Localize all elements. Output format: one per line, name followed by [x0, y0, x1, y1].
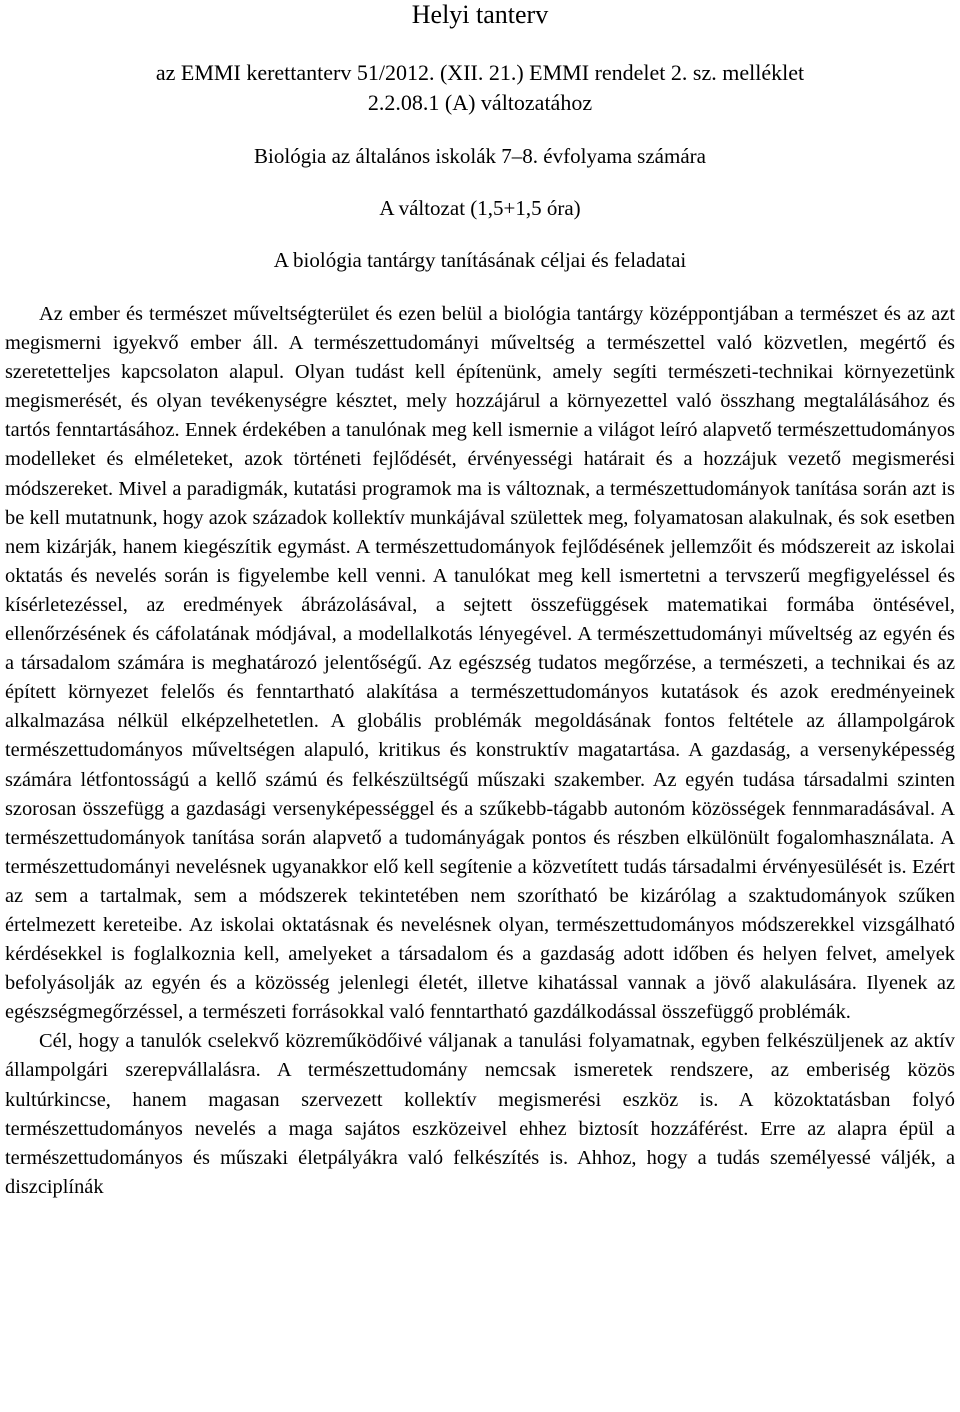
document-subtitle-line2: 2.2.08.1 (A) változatához	[367, 90, 593, 115]
document-title: Helyi tanterv	[411, 0, 549, 29]
subject-line: Biológia az általános iskolák 7–8. évfolyama számára	[254, 144, 706, 168]
variant-line: A változat (1,5+1,5 óra)	[379, 196, 581, 220]
document-subtitle-line1: az EMMI kerettanterv 51/2012. (XII. 21.) EMMI rendelet 2. sz. melléklet	[155, 60, 805, 85]
document-page	[5, 0, 955, 1202]
section-heading: A biológia tantárgy tanításának céljai és feladatai	[273, 248, 687, 272]
body-paragraph: Az ember és természet műveltségterület és ezen belül a biológia tantárgy középpontjában a természet és az azt megismerni igyekvő ember áll. A természettudományi műveltség a természettel való közvetlen, megértő és szeretetteljes kapcsolaton alapul. Olyan tudást kell építenünk, amely segíti természeti-technikai környezetünk megismerését, és olyan tevékenységre késztet, mely hozzájárul a környezettel való összhang megtalálásához és tartós fenntartásához. Ennek érdekében a tanulónak meg kell ismernie a világot leíró alapvető természettudományos modelleket és elméleteket, azok történeti fejlődését, érvényességi határait és a hozzájuk vezető megismerési módszereket. Mivel a paradigmák, kutatási programok ma is változnak, a természettudományok tanítása során azt is be kell mutatnunk, hogy azok századok kollektív munkájával születtek meg, folyamatosan alakulnak, és sok esetben nem kizárják, hanem kiegészítik egymást. A természettudományok fejlődésének jellemzőit és módszereit az iskolai oktatás és nevelés során is figyelembe kell venni. A tanulókat meg kell ismertetni a tervszerű megfigyeléssel és kísérletezéssel, az eredmények ábrázolásával, a sejtett összefüggések matematikai formába öntésével, ellenőrzésének és cáfolatának módjával, a modellalkotás lényegével. A természettudományi műveltség az egyén és a társadalom számára is meghatározó jelentőségű. Az egészség tudatos megőrzése, a természeti, a technikai és az épített környezet felelős és fenntartható alakítása a természettudományos kutatások és azok eredményeinek alkalmazása nélkül elképzelhetetlen. A globális problémák megoldásának fontos feltétele az állampolgárok természettudományos műveltségen alapuló, kritikus és konstruktív magatartása. A gazdaság, a versenyképesség számára létfontosságú a kellő számú és felkészültségű műszaki szakember. Az egyén tudása társadalmi szinten szorosan összefügg a gazdasági versenyképességgel és a szűkebb-tágabb autonóm közösségek fennmaradásával. A természettudományok tanítása során alapvető a tudományágak pontos és részben elkülönült fogalomhasználata. A természettudományi nevelésnek ugyanakkor elő kell segítenie a közvetített tudás társadalmi érvényesülését is. Ezért az sem a tartalmak, sem a módszerek tekintetében nem szorítható be kizárólag a szaktudományok szűken értelmezett kereteibe. Az iskolai oktatásnak és nevelésnek olyan, természettudományos módszerekkel vizsgálható kérdésekkel is foglalkoznia kell, amelyeket a társadalom és a gazdaság adott időben és helyen felvet, amelyek befolyásolják az egyén és a közösség jelenlegi életét, illetve kihatással vannak a jövő alakulására. Ilyenek az egészségmegőrzéssel, a természeti forrásokkal való fenntartható gazdálkodással összefüggő problémák.	[5, 303, 955, 1024]
body-paragraph: Cél, hogy a tanulók cselekvő közreműködőivé váljanak a tanulási folyamatnak, egyben felkészüljenek az aktív állampolgári szerepvállalásra. A természettudomány nemcsak ismeretek rendszere, az emberiség közös kultúrkincse, hanem magasan szervezett kollektív megismerési eszköz is. A közoktatásban folyó természettudományos nevelés a maga sajátos eszközeivel ehhez biztosít hozzáférést. Erre az alapra épül a természettudományos és műszaki életpályákra való felkészítés is. Ahhoz, hogy a tudás személyessé váljék, a diszciplínák	[5, 1030, 955, 1198]
